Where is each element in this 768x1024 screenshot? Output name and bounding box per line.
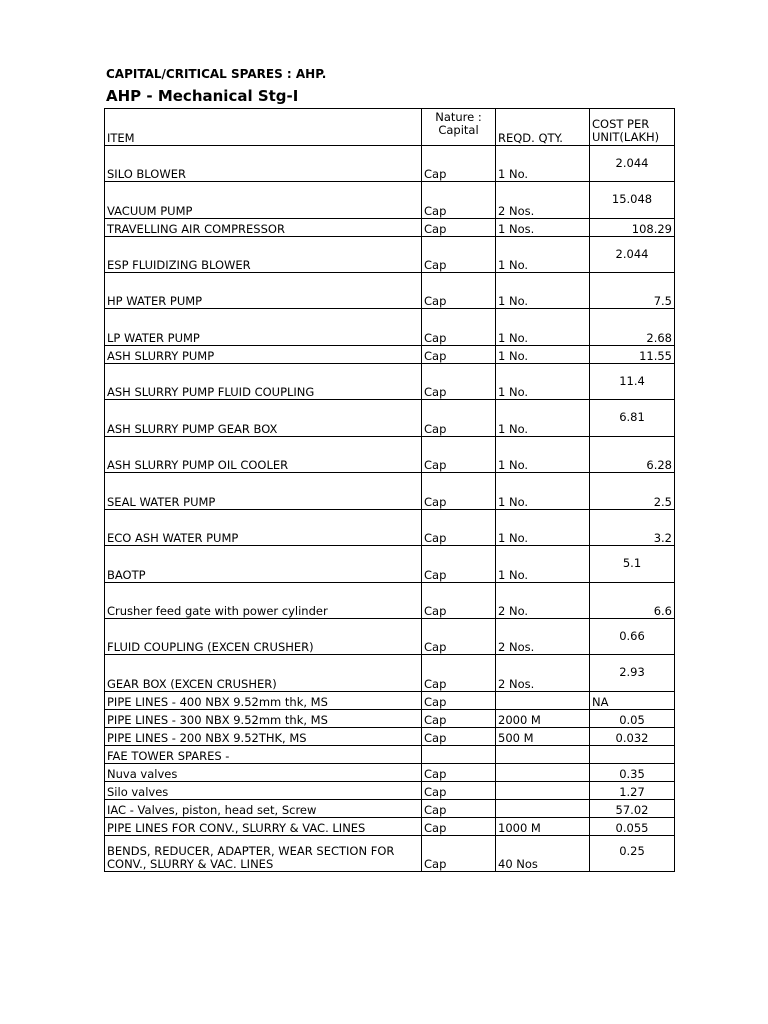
table-row [105,728,675,746]
item-cell: FAE TOWER SPARES - [105,746,422,764]
cost-cell: 11.4 [590,364,675,400]
cost-cell [590,746,675,764]
header-cost [590,109,675,146]
cost-cell: 7.5 [590,273,675,309]
cost-cell: 0.05 [590,710,675,728]
table-row [105,764,675,782]
qty-cell: 1 No. [496,473,590,510]
qty-cell [496,800,590,818]
item-cell: PIPE LINES - 300 NBX 9.52mm thk, MS [105,710,422,728]
nature-cell: Cap [422,437,496,473]
nature-cell: Cap [422,800,496,818]
item-cell: LP WATER PUMP [105,309,422,346]
cost-cell: 6.28 [590,437,675,473]
table-row [105,182,675,219]
qty-cell: 1 No. [496,309,590,346]
qty-cell: 2 Nos. [496,655,590,692]
table-row [105,782,675,800]
qty-cell [496,746,590,764]
nature-cell: Cap [422,655,496,692]
item-cell: Crusher feed gate with power cylinder [105,583,422,619]
nature-cell [422,746,496,764]
item-cell: ASH SLURRY PUMP FLUID COUPLING [105,364,422,400]
header-nature-line2: Capital [438,123,479,137]
header-item: ITEM [105,109,422,146]
table-row [105,619,675,655]
item-cell: ASH SLURRY PUMP OIL COOLER [105,437,422,473]
item-cell: HP WATER PUMP [105,273,422,309]
qty-cell [496,782,590,800]
nature-cell: Cap [422,364,496,400]
cost-cell: 0.66 [590,619,675,655]
header-nature-line1: Nature : [435,110,482,124]
header-cost-line2: UNIT(LAKH) [592,130,660,144]
table-row [105,473,675,510]
cost-cell: 1.27 [590,782,675,800]
cost-cell: 2.044 [590,146,675,182]
table-row [105,710,675,728]
qty-cell: 1 No. [496,273,590,309]
document-heading: CAPITAL/CRITICAL SPARES : AHP. [106,67,327,81]
qty-cell: 1 No. [496,437,590,473]
nature-cell: Cap [422,510,496,546]
nature-cell: Cap [422,619,496,655]
table-header-row [105,109,675,146]
cost-cell: 2.044 [590,237,675,273]
item-cell: BAOTP [105,546,422,583]
cost-cell: NA [590,692,675,710]
table-row [105,510,675,546]
header-cost-line1: COST PER [592,117,650,131]
nature-cell: Cap [422,146,496,182]
item-cell: SEAL WATER PUMP [105,473,422,510]
table-row [105,273,675,309]
item-cell: ASH SLURRY PUMP [105,346,422,364]
nature-cell: Cap [422,273,496,309]
nature-cell: Cap [422,692,496,710]
item-cell: Silo valves [105,782,422,800]
nature-cell: Cap [422,836,496,872]
table-row [105,146,675,182]
table-row [105,746,675,764]
nature-cell: Cap [422,546,496,583]
item-cell: ESP FLUIDIZING BLOWER [105,237,422,273]
qty-cell: 2 No. [496,583,590,619]
cost-cell: 6.81 [590,400,675,437]
qty-cell: 1 Nos. [496,219,590,237]
nature-cell: Cap [422,400,496,437]
table-row [105,583,675,619]
table-row [105,818,675,836]
nature-cell: Cap [422,710,496,728]
qty-cell: 1 No. [496,364,590,400]
qty-cell: 2000 M [496,710,590,728]
qty-cell: 2 Nos. [496,182,590,219]
qty-cell: 2 Nos. [496,619,590,655]
item-cell: PIPE LINES - 200 NBX 9.52THK, MS [105,728,422,746]
item-cell: ASH SLURRY PUMP GEAR BOX [105,400,422,437]
cost-cell: 6.6 [590,583,675,619]
nature-cell: Cap [422,309,496,346]
qty-cell: 1 No. [496,146,590,182]
section-title: AHP - Mechanical Stg-I [106,87,299,105]
qty-cell: 500 M [496,728,590,746]
cost-cell: 2.68 [590,309,675,346]
nature-cell: Cap [422,583,496,619]
qty-cell [496,764,590,782]
item-cell: ECO ASH WATER PUMP [105,510,422,546]
item-cell: IAC - Valves, piston, head set, Screw [105,800,422,818]
nature-cell: Cap [422,764,496,782]
table-row [105,800,675,818]
table-row [105,400,675,437]
nature-cell: Cap [422,473,496,510]
cost-cell: 57.02 [590,800,675,818]
nature-cell: Cap [422,782,496,800]
cost-cell: 2.5 [590,473,675,510]
item-cell: VACUUM PUMP [105,182,422,219]
qty-cell: 1 No. [496,546,590,583]
table-row [105,655,675,692]
qty-cell: 1000 M [496,818,590,836]
table-row [105,237,675,273]
qty-cell: 1 No. [496,346,590,364]
cost-cell: 3.2 [590,510,675,546]
table-row [105,364,675,400]
nature-cell: Cap [422,219,496,237]
table-row [105,692,675,710]
qty-cell [496,692,590,710]
table-row [105,346,675,364]
nature-cell: Cap [422,237,496,273]
nature-cell: Cap [422,346,496,364]
qty-cell: 1 No. [496,400,590,437]
item-cell: Nuva valves [105,764,422,782]
item-cell: PIPE LINES FOR CONV., SLURRY & VAC. LINES [105,818,422,836]
qty-cell: 1 No. [496,237,590,273]
cost-cell: 2.93 [590,655,675,692]
item-cell: PIPE LINES - 400 NBX 9.52mm thk, MS [105,692,422,710]
nature-cell: Cap [422,728,496,746]
item-cell: SILO BLOWER [105,146,422,182]
cost-cell: 0.25 [590,836,675,872]
cost-cell: 0.032 [590,728,675,746]
table-row [105,546,675,583]
nature-cell: Cap [422,182,496,219]
qty-cell: 1 No. [496,510,590,546]
spares-table [104,108,675,872]
table-row [105,836,675,872]
item-cell: TRAVELLING AIR COMPRESSOR [105,219,422,237]
cost-cell: 15.048 [590,182,675,219]
qty-cell: 40 Nos [496,836,590,872]
nature-cell: Cap [422,818,496,836]
item-cell: BENDS, REDUCER, ADAPTER, WEAR SECTION FOR CONV., SLURRY & VAC. LINES [105,836,422,872]
cost-cell: 5.1 [590,546,675,583]
header-nature [422,109,496,146]
table-row [105,437,675,473]
item-cell: FLUID COUPLING (EXCEN CRUSHER) [105,619,422,655]
cost-cell: 108.29 [590,219,675,237]
item-cell: GEAR BOX (EXCEN CRUSHER) [105,655,422,692]
cost-cell: 0.055 [590,818,675,836]
table-row [105,309,675,346]
header-qty: REQD. QTY. [496,109,590,146]
cost-cell: 0.35 [590,764,675,782]
cost-cell: 11.55 [590,346,675,364]
table-row [105,219,675,237]
